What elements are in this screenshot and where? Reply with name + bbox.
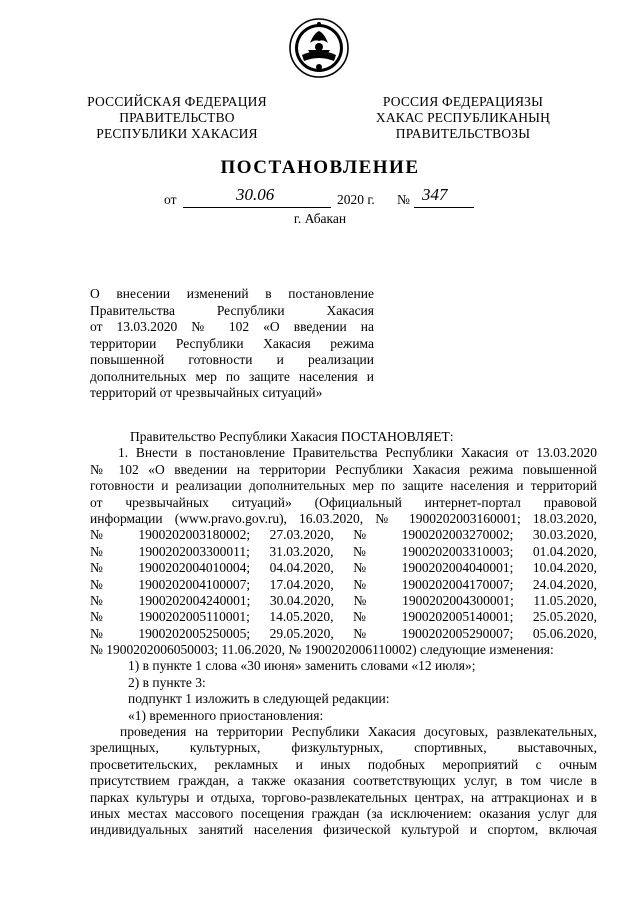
handwritten-number: 347	[422, 185, 448, 204]
handwritten-date: 30.06	[236, 185, 275, 204]
document-subject	[90, 286, 374, 402]
header-right-line: ПРАВИТЕЛЬСТВОЗЫ	[395, 126, 531, 141]
number-underline	[414, 207, 474, 208]
body-line: № 102 «О введении на территории Республики Хакасия режима повышенной	[90, 461, 597, 477]
header-right-block	[372, 94, 554, 142]
body-line: информации (www.pravo.gov.ru), 16.03.2020, № 1900202003160001; 18.03.2020,	[90, 510, 597, 526]
date-underline	[183, 207, 331, 208]
body-line: «1) временного приостановления:	[128, 707, 324, 723]
body-line: проведения на территории Республики Хакасия досуговых, развлекательных,	[120, 724, 597, 740]
city-label: г. Абакан	[293, 211, 347, 226]
header-right-line: РОССИЯ ФЕДЕРАЦИЯЗЫ	[382, 94, 544, 109]
body-line: 1. Внести в постановление Правительства Республики Хакасия от 13.03.2020	[118, 445, 597, 461]
body-line: Правительство Республики Хакасия ПОСТАНОВЛЯЕТ:	[130, 429, 454, 444]
number-label: №	[397, 192, 410, 207]
body-line: просветительских, рекламных и иных подобных мероприятий с очным	[90, 756, 597, 772]
body-line: от чрезвычайных ситуаций» (Официальный интернет-портал правовой	[90, 494, 597, 510]
body-line: № 1900202006050003; 11.06.2020, № 1900202006110002) следующие изменения:	[90, 642, 554, 658]
body-line: зрелищных, культурных, физкультурных, спортивных, выставочных,	[90, 740, 597, 756]
document-title: ПОСТАНОВЛЕНИЕ	[220, 157, 420, 178]
body-line: иных местах массового посещения граждан (за исключением: оказания услуг для	[90, 805, 597, 821]
body-line: № 1900202004240001; 30.04.2020, № 1900202004300001; 11.05.2020,	[90, 592, 597, 608]
header-left-line: РОССИЙСКАЯ ФЕДЕРАЦИЯ	[87, 94, 267, 109]
body-line: № 1900202004010004; 04.04.2020, № 1900202004040001; 10.04.2020,	[90, 560, 597, 576]
body-line: № 1900202003180002; 27.03.2020, № 1900202003270002; 30.03.2020,	[90, 527, 597, 543]
date-number-line	[0, 185, 640, 210]
year-label: 2020 г.	[337, 192, 375, 207]
header-right-line: ХАКАС РЕСПУБЛИКАНЫҢ	[375, 110, 551, 125]
body-line: присутствием граждан, а также оказания соответствующих услуг, в том числе в	[90, 773, 597, 789]
header-left-line: РЕСПУБЛИКИ ХАКАСИЯ	[96, 126, 258, 141]
header-left-block	[86, 94, 268, 142]
body-line: подпункт 1 изложить в следующей редакции:	[128, 691, 390, 707]
subject-line: территории Республики Хакасия режима	[90, 335, 374, 351]
subject-line: Правительства Республики Хакасия	[90, 302, 374, 318]
subject-line: О внесении изменений в постановление	[90, 286, 374, 301]
body-line: № 1900202003300011; 31.03.2020, № 1900202003310003; 01.04.2020,	[90, 543, 597, 559]
coat-of-arms-emblem	[288, 17, 350, 79]
body-line: 1) в пункте 1 слова «30 июня» заменить словами «12 июля»;	[128, 658, 476, 674]
from-label: от	[164, 192, 177, 207]
body-line: индивидуальных занятий населения физической культурой и спортом, включая	[90, 822, 597, 838]
body-line: № 1900202004100007; 17.04.2020, № 1900202004170007; 24.04.2020,	[90, 576, 597, 592]
body-line: готовности и реализации дополнительных мер по защите населения и территорий	[90, 478, 597, 494]
subject-line: дополнительных мер по защите населения и	[90, 368, 374, 384]
header-left-line: ПРАВИТЕЛЬСТВО	[119, 110, 235, 125]
body-line: 2) в пункте 3:	[128, 674, 206, 690]
body-line: парках культуры и отдыха, торгово-развлекательных центрах, на аттракционах и в	[90, 789, 597, 805]
body-line: № 1900202005250005; 29.05.2020, № 1900202005290007; 05.06.2020,	[90, 625, 597, 641]
subject-line: от 13.03.2020 № 102 «О введении на	[90, 319, 374, 334]
subject-line: повышенной готовности и реализации	[90, 352, 374, 367]
subject-line: территорий от чрезвычайных ситуаций»	[90, 385, 323, 400]
body-line: № 1900202005110001; 14.05.2020, № 1900202005140001; 25.05.2020,	[90, 609, 597, 625]
document-body	[90, 429, 597, 839]
